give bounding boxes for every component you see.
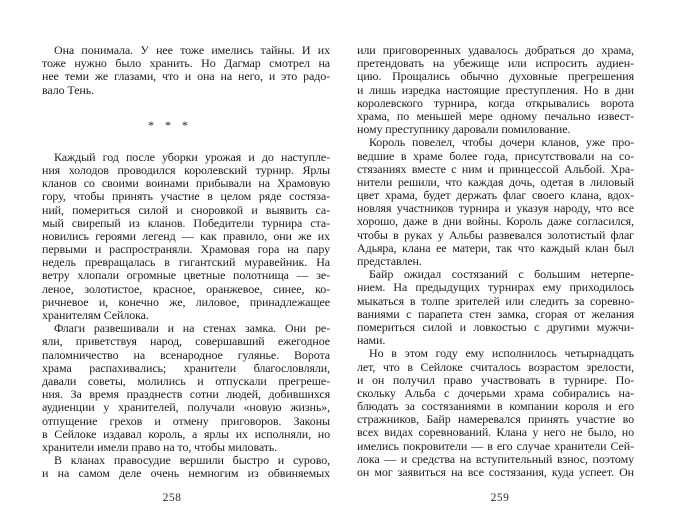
text-line: хорошо, даже в дни войны. Король даже согласился, [357, 214, 634, 229]
text-line: Байр ожидал состязаний с большим нетерпе- [369, 267, 634, 282]
text-line: всех видах соревнований. Клана у него не было, но [357, 425, 634, 440]
text-line: цвет храма, будет держать флаг своего клана, вдох- [357, 188, 634, 203]
text-line: ваниями с парапета стен замка, сгорая от желания [357, 306, 634, 321]
text-line: представлен. [357, 254, 422, 268]
text-line: лока — и средства на вступительный взнос, поэтому [357, 451, 634, 466]
text-line: и лишь изредка настоящие преступления. Но в дни [357, 82, 634, 97]
text-line: Король повелел, чтобы дочери кланов, уже про- [369, 135, 634, 150]
text-line: леное, золотистое, красное, оранжевое, синее, ко- [42, 281, 330, 296]
text-line: отпущение грехов и отмену приговоров. Законы [42, 413, 330, 428]
page-left-text [42, 44, 330, 480]
text-line: скольку Альба с дочерьми храма собирались на- [357, 385, 634, 400]
text-line: ричневое и, конечно же, лиловое, принадлежащее [42, 294, 330, 309]
text-line: в Сейлоке издавал король, а ярлы их исполняли, но [42, 426, 330, 441]
text-line: новляя участников турнира и указуя народу, что все [357, 201, 634, 216]
text-line: хранителям Сейлока. [42, 308, 149, 322]
text-line: мыкаться в толпе зрителей или следить за соревно- [357, 293, 634, 308]
text-line: нием. На предыдущих турнирах ему приходилось [357, 280, 634, 295]
text-line: новились героями легенд — как правило, они же их [42, 228, 330, 243]
text-line: нее теми же глазами, что и она на него, и это радо- [42, 69, 330, 84]
text-line: тоже нужно было хранить. Но Дагмар смотрел на [42, 56, 330, 71]
text-line: помериться силой и ловкостью с другими мужчи- [357, 319, 634, 334]
text-line: нители решили, что каждая дочь, одетая в лиловый [357, 174, 634, 189]
text-line: храма, по меньшей мере одному печально извест- [357, 108, 634, 123]
text-line: вало Тень. [42, 82, 95, 97]
text-line: кланов со своими воинами прибывали на Храмовую [42, 176, 330, 191]
text-line: ведшие в храме более года, присутствовали на со- [357, 148, 634, 163]
text-line: хранители имели право на то, чтобы миловать. [42, 439, 278, 454]
text-line: Она понимала. У нее тоже имелись тайны. И их [54, 43, 330, 57]
text-line: блюдать за состязаниями в компании короля и его [357, 399, 634, 414]
text-line: ния. За время празднеств сотни людей, добившихся [42, 387, 330, 402]
text-line: и он получил право участвовать в турнире. По- [357, 372, 634, 387]
text-line: недель превращалась в гигантский муравейник. На [42, 255, 330, 270]
text-line: яли, приветствуя народ, совершавший ежегодное [42, 334, 330, 349]
text-line: стражников, Байр намеревался принять участие во [357, 412, 634, 427]
text-line: Флаги развешивали и на стенах замка. Они ре- [54, 321, 330, 336]
section-separator: * * * [148, 117, 192, 132]
text-line: королевского турнира, когда открывались ворота [357, 95, 634, 110]
text-line: или приговоренных удавалось добраться до храма, [357, 43, 634, 57]
text-line: ния холодов проводился королевский турнир. Ярлы [42, 162, 330, 177]
text-line: он мог заявиться на все состязания, куда успеет. Он [357, 465, 634, 479]
text-line: В кланах правосудие вершили быстро и сурово, [54, 453, 330, 468]
text-line: лет, что в Сейлоке считалось возрастом зрелости, [357, 359, 634, 374]
text-line: имелись покровители — в его случае хранители Сей- [357, 438, 634, 453]
text-line: храма распахивались; хранители благословляли, [42, 360, 330, 375]
text-line: гору, чтобы принять участие в целом ряде состяза- [42, 189, 330, 204]
text-line: первыми и распространяли. Храмовая гора на пару [42, 242, 330, 257]
text-line: нами. [357, 333, 386, 348]
text-line: ному преступнику даровали помилование. [357, 122, 571, 137]
text-line: аудиенции у хранителей, получали «новую жизнь», [42, 400, 330, 415]
text-line: Но в этом году ему исполнилось четырнадцать [369, 346, 634, 361]
text-line: ний, помериться силой и сноровкой и выявить са- [42, 202, 330, 217]
text-line: мый свирепый из кланов. Победители турнира ста- [42, 215, 330, 230]
text-line: Каждый год после уборки урожая и до наступле- [54, 149, 330, 164]
text-line: паломничество на всенародное гулянье. Ворота [42, 347, 330, 362]
page-number-left: 258 [162, 492, 182, 504]
text-line: чтобы в руках у Альбы развевался золотистый флаг [357, 227, 634, 242]
page-right-text [357, 44, 634, 479]
text-line: стязаниях вместе с ним и принцессой Альбой. Хра- [357, 161, 634, 176]
text-line: претендовать на убежище или испросить аудиен- [357, 56, 634, 71]
text-line: давали советы, молились и отпускали прегреше- [42, 373, 330, 388]
page-number-right: 259 [490, 492, 510, 504]
text-line: цию. Прощались обычно духовные прегрешения [357, 69, 634, 84]
text-line: Адьяра, клана ее матери, так что каждый клан был [357, 240, 634, 255]
text-line: и на самом деле очень немногим из обвиняемых [42, 466, 330, 481]
text-line: ветру хлопали огромные цветные полотнища — зе- [42, 268, 330, 283]
